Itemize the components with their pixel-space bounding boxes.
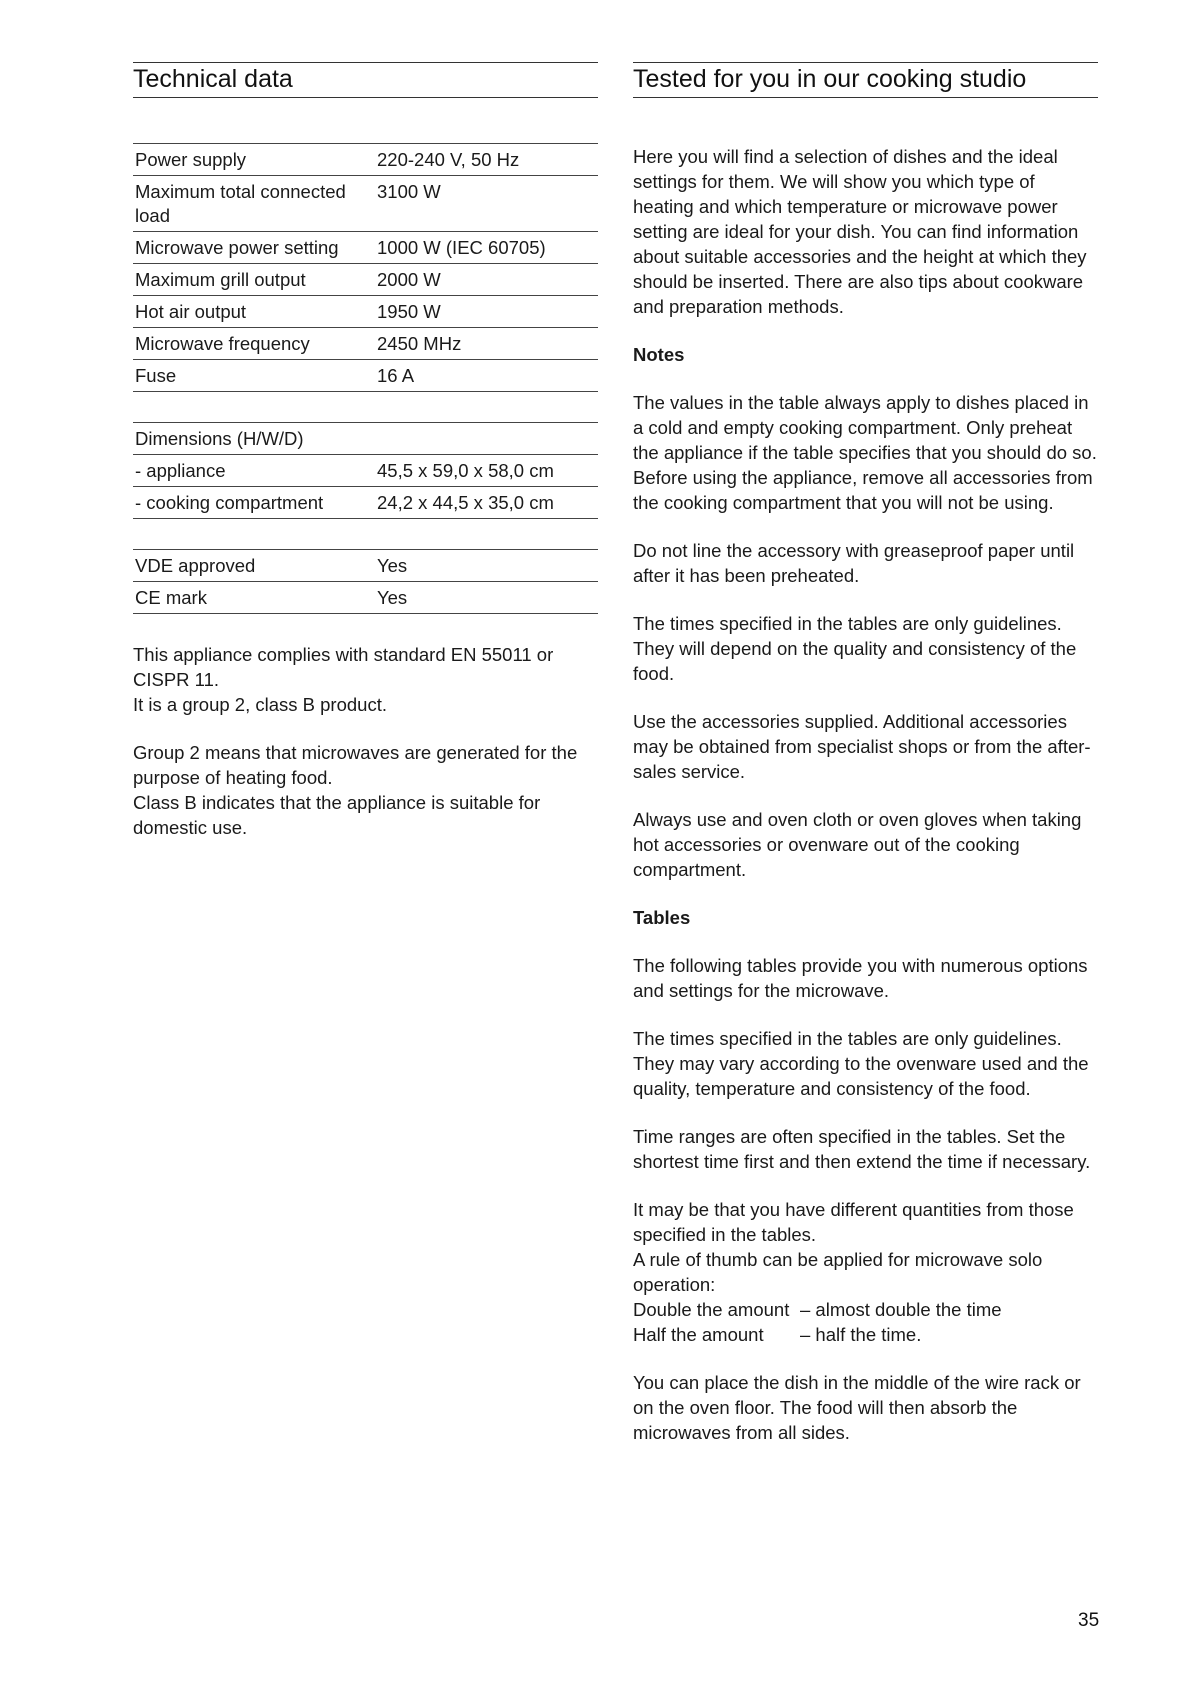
table-row (133, 264, 598, 296)
dimensions-spec-table (133, 422, 598, 519)
spec-value: 45,5 x 59,0 x 58,0 cm (375, 455, 598, 487)
spec-label: - cooking compartment (133, 487, 375, 519)
spec-value: 24,2 x 44,5 x 35,0 cm (375, 487, 598, 519)
rule-of-thumb-text: A rule of thumb can be applied for microwave solo operation: (633, 1249, 1043, 1295)
spec-value: 16 A (375, 360, 598, 392)
table-row (133, 328, 598, 360)
spec-label: Maximum grill output (133, 264, 375, 296)
spec-value (375, 423, 598, 455)
group-class-paragraph (133, 740, 598, 840)
compliance-standard-text: This appliance complies with standard EN 55011 or CISPR 11. (133, 644, 554, 690)
spec-label: Fuse (133, 360, 375, 392)
table-row (133, 232, 598, 264)
rule-double-time: – almost double the time (800, 1299, 1002, 1320)
rule-half-time: – half the time. (800, 1324, 922, 1345)
spec-value: 1950 W (375, 296, 598, 328)
table-row (133, 550, 598, 582)
spec-label: VDE approved (133, 550, 375, 582)
spec-label: Hot air output (133, 296, 375, 328)
compliance-class-text: It is a group 2, class B product. (133, 694, 387, 715)
rule-half-row (633, 1322, 1098, 1347)
power-spec-table (133, 143, 598, 392)
notes-paragraph: The times specified in the tables are only guidelines. They will depend on the quality and consistency of the food. (633, 613, 1077, 684)
table-row (133, 582, 598, 614)
spec-value: Yes (375, 582, 598, 614)
spec-value: 220-240 V, 50 Hz (375, 144, 598, 176)
spec-value: Yes (375, 550, 598, 582)
notes-paragraph: Use the accessories supplied. Additional accessories may be obtained from specialist shops or from the after-sales service. (633, 711, 1091, 782)
spec-value: 1000 W (IEC 60705) (375, 232, 598, 264)
table-row (133, 144, 598, 176)
tables-paragraph: The following tables provide you with numerous options and settings for the microwave. (633, 955, 1088, 1001)
rule-double-amount: Double the amount (633, 1299, 790, 1320)
spec-value: 2000 W (375, 264, 598, 296)
class-explanation-text: Class B indicates that the appliance is suitable for domestic use. (133, 792, 541, 838)
tables-heading: Tables (633, 907, 691, 928)
quantities-paragraph (633, 1197, 1098, 1347)
technical-data-column (133, 62, 598, 840)
spec-label: Microwave frequency (133, 328, 375, 360)
placement-paragraph: You can place the dish in the middle of the wire rack or on the oven floor. The food will then absorb the microwaves from all sides. (633, 1372, 1081, 1443)
table-row (133, 176, 598, 232)
tables-paragraph: The times specified in the tables are only guidelines. They may vary according to the ovenware used and the quality, temperature and consistency of the food. (633, 1028, 1089, 1099)
spec-value: 3100 W (375, 176, 598, 232)
notes-heading: Notes (633, 344, 685, 365)
table-row (133, 360, 598, 392)
table-row (133, 487, 598, 519)
cooking-studio-title: Tested for you in our cooking studio (633, 62, 1098, 98)
spec-label: Microwave power setting (133, 232, 375, 264)
notes-paragraph: Always use and oven cloth or oven gloves when taking hot accessories or ovenware out of the cooking compartment. (633, 809, 1082, 880)
compliance-paragraph (133, 642, 598, 717)
approval-spec-table (133, 549, 598, 614)
cooking-studio-column (633, 62, 1098, 1445)
notes-paragraph: The values in the table always apply to dishes placed in a cold and empty cooking compartment. Only preheat the appliance if the table specifies that you should do so. Before using the appliance, remove all accessories from the cooking compartment that you will not be using. (633, 392, 1097, 513)
spec-label: Maximum total connected load (133, 176, 375, 232)
intro-paragraph: Here you will find a selection of dishes and the ideal settings for them. We will show you which type of heating and which temperature or microwave power setting are ideal for your dish. You can find information about suitable accessories and the height at which they should be inserted. There are also tips about cookware and preparation methods. (633, 146, 1087, 317)
spec-label: Dimensions (H/W/D) (133, 423, 375, 455)
page-number: 35 (1078, 1610, 1100, 1631)
table-row (133, 296, 598, 328)
spec-value: 2450 MHz (375, 328, 598, 360)
notes-paragraph: Do not line the accessory with greaseproof paper until after it has been preheated. (633, 540, 1075, 586)
tables-paragraph: Time ranges are often specified in the tables. Set the shortest time first and then extend the time if necessary. (633, 1126, 1091, 1172)
spec-label: - appliance (133, 455, 375, 487)
spec-label: CE mark (133, 582, 375, 614)
rule-half-amount: Half the amount (633, 1324, 764, 1345)
cooking-studio-body (633, 144, 1098, 1445)
technical-data-title: Technical data (133, 62, 598, 98)
table-row (133, 455, 598, 487)
spec-label: Power supply (133, 144, 375, 176)
group-explanation-text: Group 2 means that microwaves are generated for the purpose of heating food. (133, 742, 578, 788)
rule-double-row (633, 1297, 1098, 1322)
compliance-notes (133, 642, 598, 840)
table-row (133, 423, 598, 455)
quantities-intro-text: It may be that you have different quantities from those specified in the tables. (633, 1199, 1074, 1245)
